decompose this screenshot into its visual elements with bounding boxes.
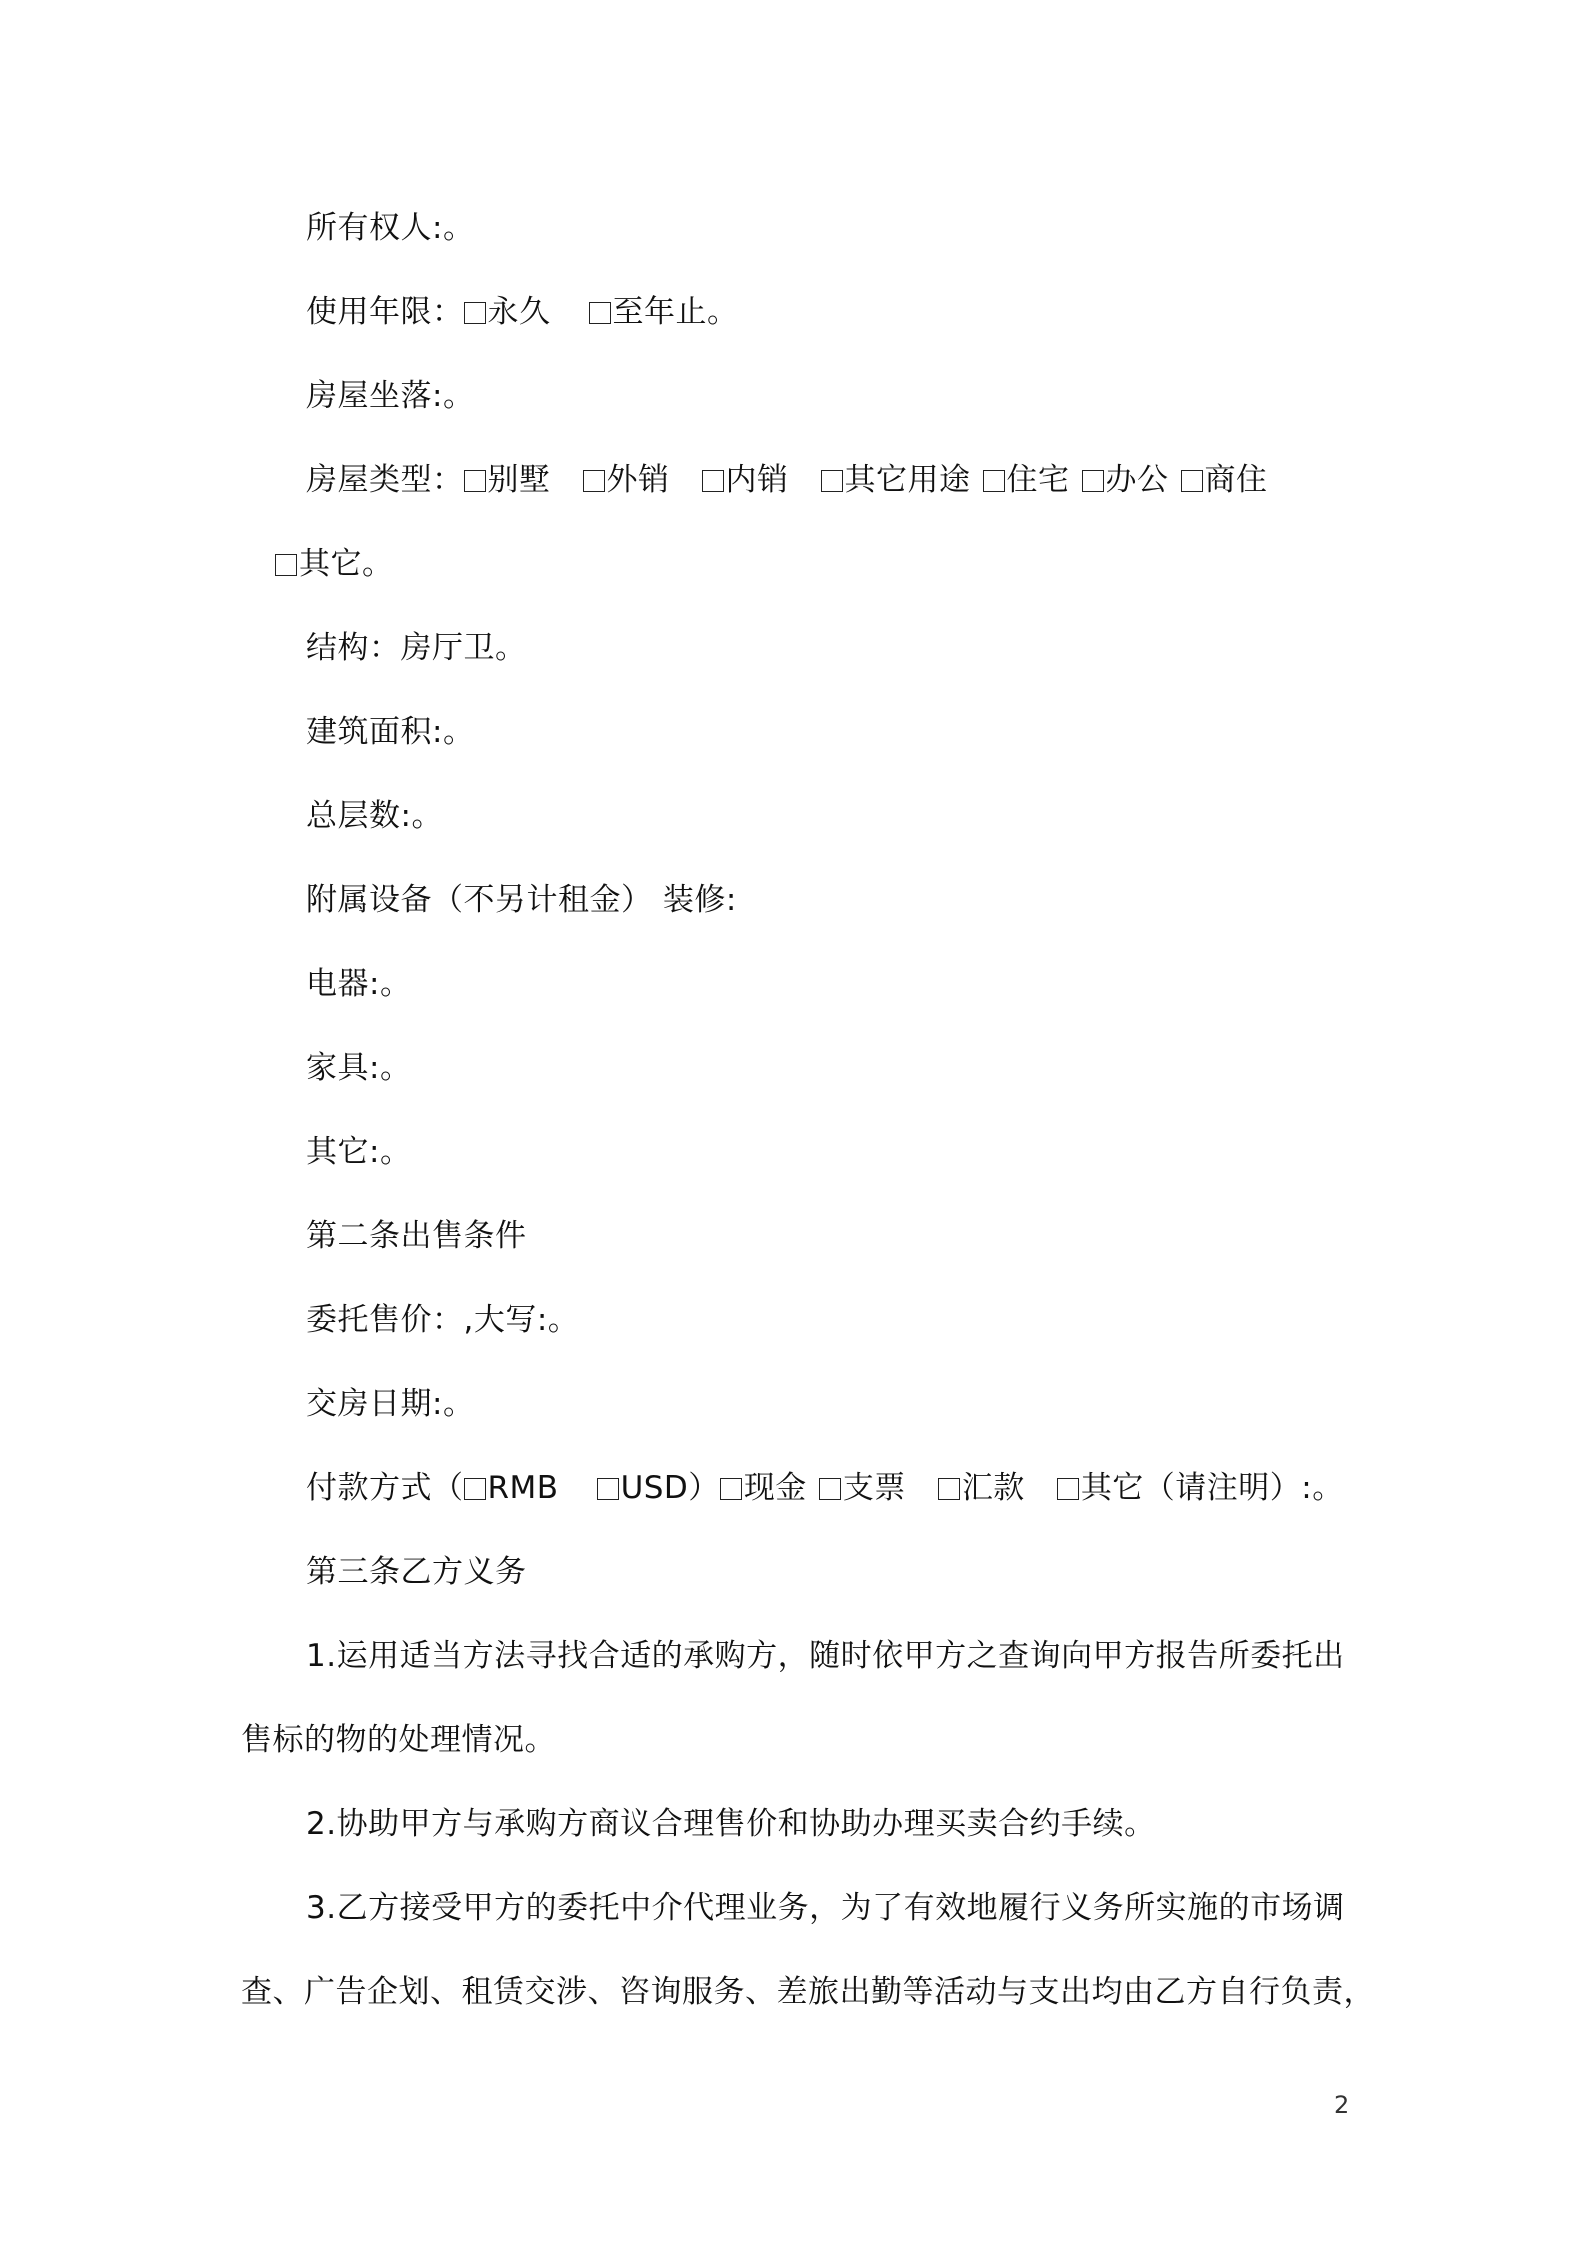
- payment-option-remittance: 汇款: [938, 1468, 1025, 1508]
- checkbox-icon: [1181, 470, 1203, 492]
- checkbox-icon: [1082, 470, 1104, 492]
- obligation-1-line-1: 1.运用适当方法寻找合适的承购方，随时依甲方之查询向甲方报告所委托出: [306, 1638, 1345, 1674]
- checkbox-icon: [275, 554, 297, 576]
- checkbox-icon: [938, 1478, 960, 1500]
- house-type-option-other: 其它。: [275, 544, 394, 584]
- obligation-2-line: 2.协助甲方与承购方商议合理售价和协助办理买卖合约手续。: [306, 1806, 1156, 1842]
- house-type-option-office: 办公: [1082, 460, 1169, 500]
- equipment-line: 附属设备（不另计租金） 装修:: [306, 882, 737, 918]
- furniture-line: 家具:。: [306, 1050, 412, 1086]
- page-number: 2: [1334, 2091, 1350, 2119]
- payment-option-other: 其它（请注明）:。: [1057, 1468, 1344, 1508]
- use-term-option-permanent: 永久: [464, 292, 551, 332]
- use-term-option-until: 至年止。: [589, 292, 739, 332]
- house-type-label: 房屋类型：: [306, 462, 464, 498]
- payment-option-cash: 现金: [720, 1468, 807, 1508]
- article-2-heading: 第二条出售条件: [306, 1218, 527, 1254]
- checkbox-icon: [983, 470, 1005, 492]
- checkbox-icon: [1057, 1478, 1079, 1500]
- obligation-3-line-2: 查、广告企划、租赁交涉、咨询服务、差旅出勤等活动与支出均由乙方自行负责，: [241, 1974, 1375, 2010]
- checkbox-icon: [819, 1478, 841, 1500]
- checkbox-icon: [597, 1478, 619, 1500]
- checkbox-icon: [464, 470, 486, 492]
- delivery-date-line: 交房日期:。: [306, 1386, 475, 1422]
- house-type-line-continued: [275, 544, 394, 584]
- house-type-option-domestic: 内销: [702, 460, 789, 500]
- house-type-option-villa: 别墅: [464, 460, 551, 500]
- payment-method-label: 付款方式（: [306, 1470, 464, 1506]
- checkbox-icon: [720, 1478, 742, 1500]
- house-type-option-commercial-residential: 商住: [1181, 460, 1268, 500]
- obligation-3-line-1: 3.乙方接受甲方的委托中介代理业务，为了有效地履行义务所实施的市场调: [306, 1890, 1345, 1926]
- structure-line: 结构：房厅卫。: [306, 630, 527, 666]
- house-type-option-other-use: 其它用途: [821, 460, 971, 500]
- checkbox-icon: [821, 470, 843, 492]
- payment-option-rmb: RMB: [464, 1468, 559, 1508]
- others-line: 其它:。: [306, 1134, 412, 1170]
- article-3-heading: 第三条乙方义务: [306, 1554, 527, 1590]
- use-term-line: [306, 292, 739, 332]
- location-line: 房屋坐落:。: [306, 378, 475, 414]
- appliances-line: 电器:。: [306, 966, 412, 1002]
- checkbox-icon: [589, 302, 611, 324]
- checkbox-icon: [583, 470, 605, 492]
- checkbox-icon: [702, 470, 724, 492]
- payment-method-line: [306, 1468, 1344, 1508]
- owner-line: 所有权人:。: [306, 210, 475, 246]
- floors-line: 总层数:。: [306, 798, 443, 834]
- price-line: 委托售价：,大写:。: [306, 1302, 580, 1338]
- payment-option-usd: USD）: [597, 1468, 720, 1508]
- payment-option-cheque: 支票: [819, 1468, 906, 1508]
- area-line: 建筑面积:。: [306, 714, 475, 750]
- house-type-option-residential: 住宅: [983, 460, 1070, 500]
- checkbox-icon: [464, 1478, 486, 1500]
- obligation-1-line-2: 售标的物的处理情况。: [241, 1722, 556, 1758]
- checkbox-icon: [464, 302, 486, 324]
- house-type-line: [306, 460, 1268, 500]
- house-type-option-export: 外销: [583, 460, 670, 500]
- use-term-label: 使用年限：: [306, 294, 464, 330]
